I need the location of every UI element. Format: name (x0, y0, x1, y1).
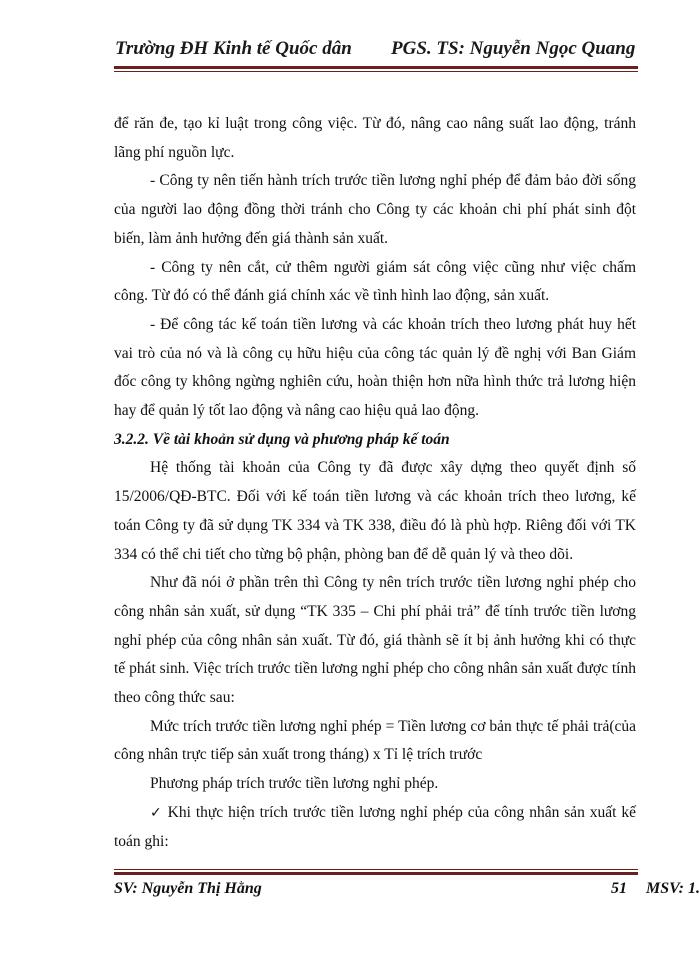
footer-rule-thick (114, 872, 638, 875)
paragraph-9 (114, 799, 636, 856)
page-number: 51 (611, 880, 627, 897)
paragraph-7: Mức trích trước tiền lương nghỉ phép = Tiền lương cơ bản thực tế phải trả(của công nhân trực tiếp sản xuất trong tháng) x Tỉ lệ trích trước (114, 717, 636, 764)
header-author: PGS. TS: Nguyễn Ngọc Quang (391, 38, 636, 59)
header-rule-thick (114, 66, 638, 69)
document-body (114, 110, 636, 856)
paragraph-2: - Công ty nên tiến hành trích trước tiền lương nghỉ phép để đảm bảo đời sống của người lao động đồng thời tránh cho Công ty các khoản chi phí phát sinh đột biến, làm ảnh hưởng đến giá thành sản xuất. (114, 172, 636, 247)
paragraph-3: - Công ty nên cắt, cử thêm người giám sát công việc cũng như việc chấm công. Từ đó có thể đánh giá chính xác về tình hình lao động, sản xuất. (114, 258, 636, 305)
footer-student-id: MSV: 1. (646, 880, 700, 897)
paragraph-6: Như đã nói ở phần trên thì Công ty nên trích trước tiền lương nghỉ phép cho công nhân sản xuất, sử dụng “TK 335 – Chi phí phải trả” để tính trước tiền lương nghỉ phép của công nhân sản xuất. Từ đó, giá thành sẽ ít bị ảnh hưởng khi có thực tế phát sinh. Việc trích trước tiền lương nghỉ phép cho công nhân sản xuất được tính theo công thức sau: (114, 574, 636, 707)
paragraph-8: Phương pháp trích trước tiền lương nghỉ phép. (150, 775, 439, 793)
paragraph-4: - Để công tác kế toán tiền lương và các khoản trích theo lương phát huy hết vai trò của nó và là công cụ hữu hiệu của công tác quản lý đề nghị với Ban Giám đốc công ty không ngừng nghiên cứu, hoàn thiện hơn nữa hình thức trả lương hiện hay để quản lý tốt lao động và nâng cao hiệu quả lao động. (114, 315, 636, 420)
header-rule-thin (114, 71, 638, 72)
footer-rule-thin (114, 869, 638, 870)
footer-student: SV: Nguyễn Thị Hằng (114, 880, 262, 897)
checkmark-icon: ✓ (150, 804, 163, 821)
paragraph-5: Hệ thống tài khoản của Công ty đã được xây dựng theo quyết định số 15/2006/QĐ-BTC. Đối với kế toán tiền lương và các khoản trích theo lương, kế toán Công ty đã sử dụng TK 334 và TK 338, điều đó là phù hợp. Riêng đối với TK 334 có thể chi tiết cho từng bộ phận, phòng ban để dễ quản lý và theo dõi. (114, 459, 636, 563)
header-school: Trường ĐH Kinh tế Quốc dân (115, 38, 352, 59)
paragraph-1: để răn đe, tạo kỉ luật trong công việc. Từ đó, nâng cao nâng suất lao động, tránh lãng phí nguồn lực. (114, 115, 636, 161)
paragraph-9-text: Khi thực hiện trích trước tiền lương nghỉ phép của công nhân sản xuất kế toán ghi: (114, 803, 637, 850)
section-heading: 3.2.2. Về tài khoản sử dụng và phương pháp kế toán (114, 430, 450, 448)
